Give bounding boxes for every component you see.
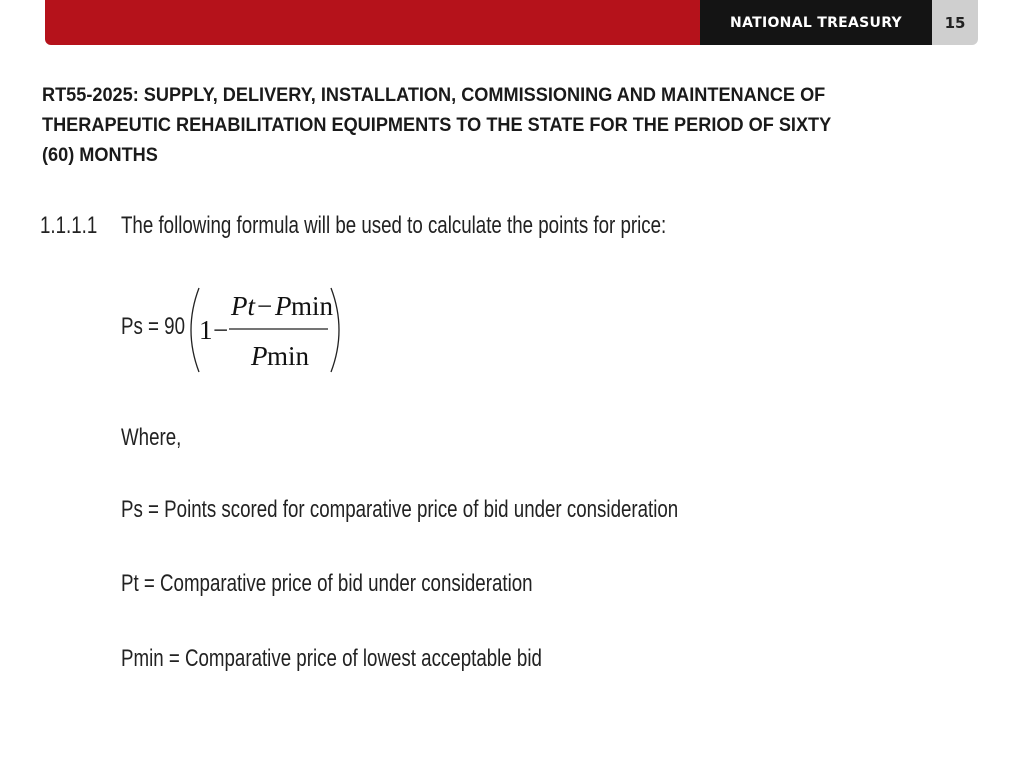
definition-pt: Pt = Comparative price of bid under consideration	[121, 570, 533, 597]
formula-lhs: Ps = 90	[121, 313, 186, 340]
numerator-pt: Pt	[231, 291, 255, 321]
numerator-min: min	[291, 291, 334, 321]
title-line-1: RT55-2025: SUPPLY, DELIVERY, INSTALLATION, COMMISSIONING AND MAINTENANCE OF	[42, 84, 826, 106]
page-number: 15	[932, 0, 978, 45]
denominator-p: P	[251, 341, 268, 371]
title-line-2: THERAPEUTIC REHABILITATION EQUIPMENTS TO THE STATE FOR THE PERIOD OF SIXTY	[42, 114, 832, 136]
section-text: The following formula will be used to calculate the points for price:	[121, 212, 667, 239]
formula-minus: −	[213, 315, 229, 345]
numerator-p: P	[275, 291, 292, 321]
denominator-min: min	[267, 341, 310, 371]
title-line-3: (60) MONTHS	[42, 144, 158, 166]
section-number: 1.1.1.1	[40, 212, 98, 239]
definition-pmin: Pmin = Comparative price of lowest acceptable bid	[121, 645, 542, 672]
left-parenthesis	[191, 288, 199, 372]
header-bar	[45, 0, 978, 45]
price-points-formula	[185, 282, 345, 378]
document-title	[42, 80, 907, 170]
formula-one: 1	[199, 315, 213, 345]
where-label: Where,	[121, 424, 182, 451]
header-red-band	[45, 0, 700, 45]
numerator-minus: −	[257, 291, 273, 321]
definition-ps: Ps = Points scored for comparative price of bid under consideration	[121, 496, 679, 523]
organization-label: NATIONAL TREASURY	[700, 0, 932, 45]
